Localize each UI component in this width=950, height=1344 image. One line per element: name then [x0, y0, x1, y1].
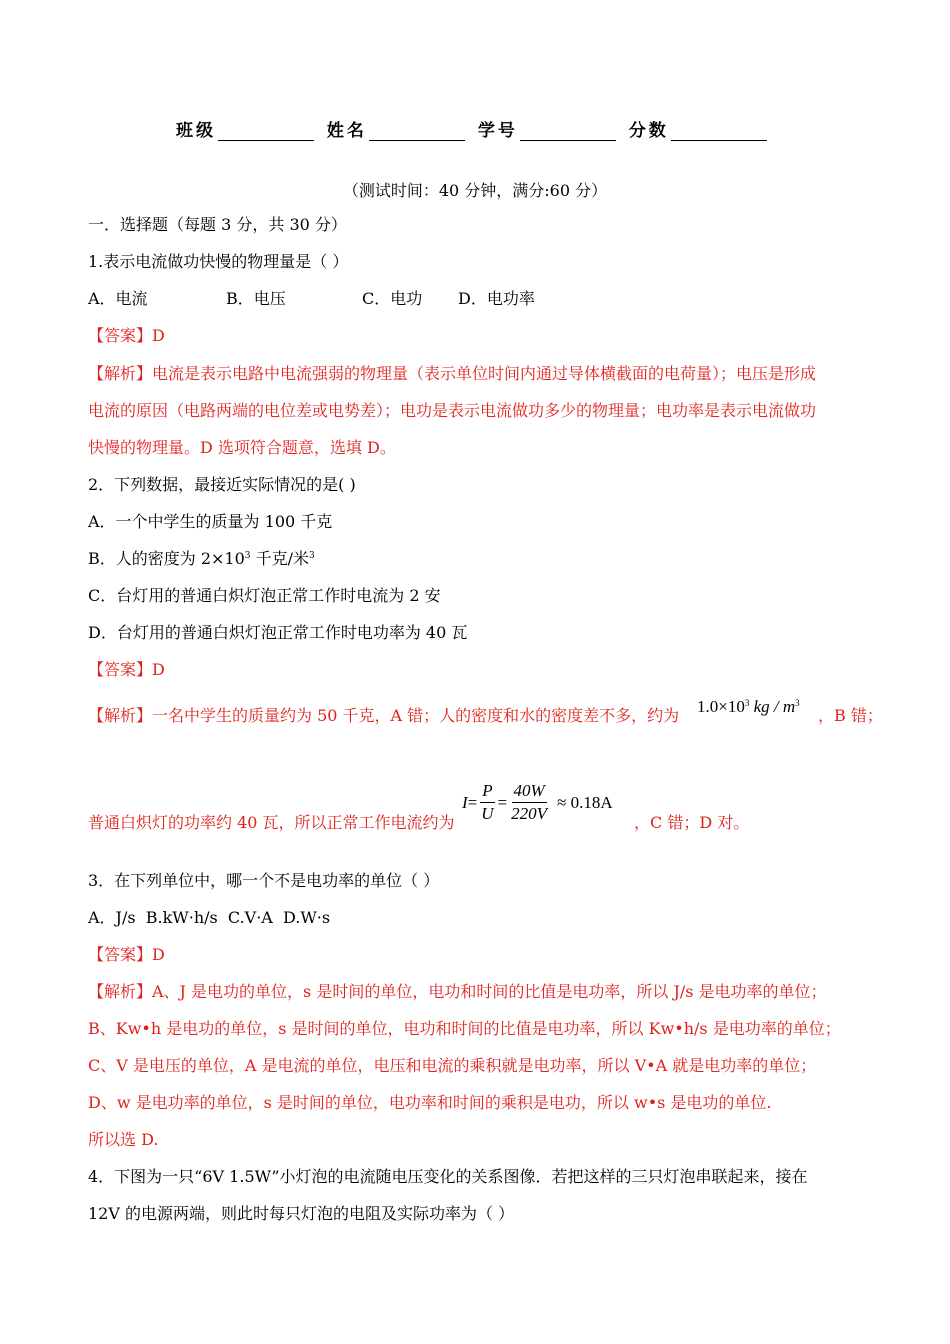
class-label: 班级	[176, 121, 216, 141]
q3-answer: 【答案】D	[88, 945, 165, 964]
q2-answer: 【答案】D	[88, 660, 165, 679]
q3-analysis-line-2: B、Kw•h 是电功的单位，s 是时间的单位，电功和时间的比值是电功率，所以 Kw•h/s 是电功率的单位；	[88, 1019, 841, 1038]
current-formula-lhs: I	[462, 792, 468, 812]
fraction-220v: 220V	[511, 804, 548, 823]
q1-option-d: D．电功率	[458, 289, 535, 308]
q2-analysis-line-1-tail: ，B 错；	[818, 706, 883, 725]
fraction-u: U	[481, 804, 494, 823]
q3-analysis-line-1: 【解析】A、J 是电功的单位，s 是时间的单位，电功和时间的比值是电功率，所以 J/s 是电功率的单位；	[88, 982, 827, 1001]
q1-answer: 【答案】D	[88, 326, 165, 345]
density-formula-unit-exp: 3	[795, 698, 800, 708]
q3-analysis-line-5: 所以选 D.	[88, 1130, 159, 1149]
q2-option-b-post: 千克/米	[250, 549, 310, 568]
density-formula-base: 1.0×10	[697, 697, 745, 716]
section-title: 一．选择题（每题 3 分，共 30 分）	[88, 215, 347, 234]
fraction-p-over-u	[479, 780, 495, 825]
student-info-header	[176, 116, 771, 141]
current-formula: I = $\frac{P}{U}$ = $\frac{40W}{220V}$ ≈ 0.18A	[462, 781, 613, 823]
q2-option-a: A．一个中学生的质量为 100 千克	[88, 512, 333, 531]
q1-option-a: A．电流	[88, 289, 148, 308]
density-formula	[697, 697, 800, 717]
q3-stem: 3．在下列单位中，哪一个不是电功率的单位（ ）	[88, 871, 440, 890]
q1-analysis-line-1: 【解析】电流是表示电路中电流强弱的物理量（表示单位时间内通过导体横截面的电荷量）；电压是形成	[88, 364, 817, 383]
q2-option-c: C．台灯用的普通白炽灯泡正常工作时电流为 2 安	[88, 586, 441, 605]
q1-stem: 1.表示电流做功快慢的物理量是（ ）	[88, 252, 349, 271]
id-label: 学号	[477, 121, 518, 141]
current-formula-result: ≈ 0.18A	[557, 792, 613, 812]
q3-analysis-line-4: D、w 是电功率的单位，s 是时间的单位，电功率和时间的乘积是电功，所以 w•s 是电功的单位.	[88, 1093, 772, 1112]
q2-option-b-exp: 3	[244, 551, 251, 561]
q4-stem-line-2: 12V 的电源两端，则此时每只灯泡的电阻及实际功率为（ ）	[88, 1204, 515, 1223]
q2-analysis-line-2-tail: ，C 错；D 对。	[634, 813, 750, 832]
class-blank	[218, 122, 314, 141]
q1-analysis-line-3: 快慢的物理量。D 选项符合题意，选填 D。	[88, 438, 396, 457]
q1-option-c: C．电功	[362, 289, 423, 308]
fraction-40w: 40W	[512, 780, 547, 803]
id-blank	[520, 122, 616, 141]
q3-analysis-line-3: C、V 是电压的单位，A 是电流的单位，电压和电流的乘积就是电功率，所以 V•A 就是电功率的单位；	[88, 1056, 817, 1075]
q2-stem: 2．下列数据，最接近实际情况的是( )	[88, 475, 356, 494]
q1-option-b: B．电压	[226, 289, 286, 308]
score-label: 分数	[628, 121, 669, 141]
q1-analysis-line-2: 电流的原因（电路两端的电位差或电势差）；电功是表示电流做功多少的物理量；电功率是表示电流做功	[88, 401, 817, 420]
q2-analysis-line-2: 普通白炽灯的功率约 40 瓦，所以正常工作电流约为	[88, 813, 455, 832]
density-formula-unit: kg / m	[753, 697, 796, 716]
q2-option-b-pre: B．人的密度为 2×10	[88, 549, 245, 568]
q1-options	[88, 289, 535, 309]
q4-stem-line-1: 4．下图为一只“6V 1.5W”小灯泡的电流随电压变化的关系图像．若把这样的三只灯泡串联起来，接在	[88, 1167, 808, 1186]
fraction-p: P	[480, 780, 494, 803]
q2-analysis-line-1: 【解析】一名中学生的质量约为 50 千克，A 错；人的密度和水的密度差不多，约为	[88, 706, 680, 725]
q2-option-b-exp2: 3	[309, 551, 315, 561]
score-blank	[671, 122, 767, 141]
name-blank	[369, 122, 465, 141]
fraction-40w-over-220v	[509, 780, 549, 825]
test-info: （测试时间：40 分钟，满分:60 分）	[342, 181, 608, 200]
q2-option-b	[88, 549, 315, 569]
density-formula-exp: 3	[744, 698, 750, 708]
name-label: 姓名	[326, 121, 367, 141]
q2-option-d: D．台灯用的普通白炽灯泡正常工作时电功率为 40 瓦	[88, 623, 468, 642]
q3-options: A．J/s B.kW·h/s C.V·A D.W·s	[88, 908, 331, 927]
